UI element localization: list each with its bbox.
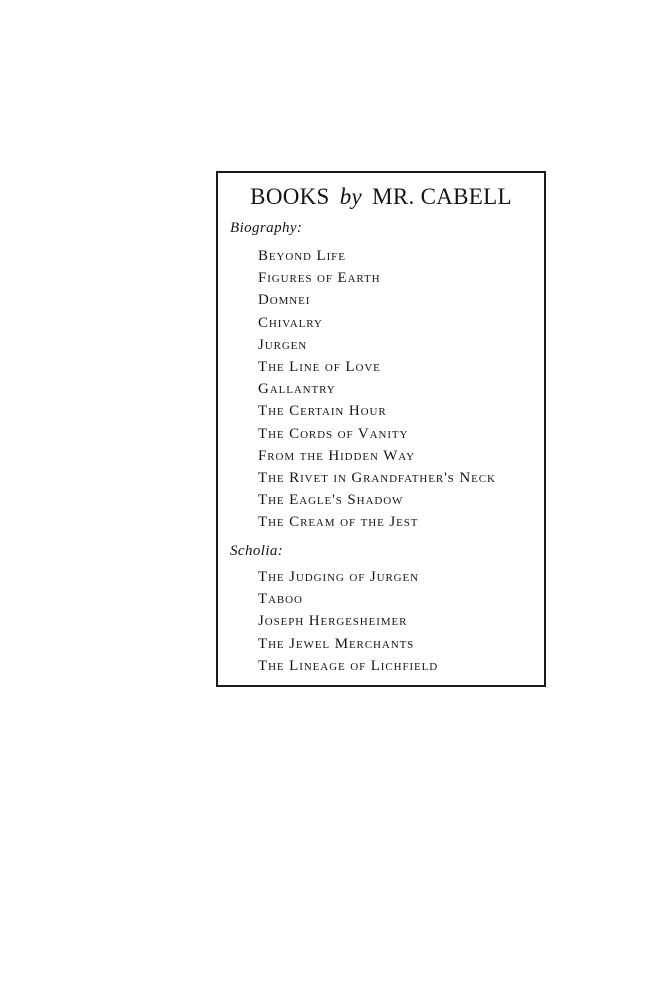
list-item: The Certain Hour xyxy=(258,403,387,420)
list-item: Figures of Earth xyxy=(258,270,381,287)
list-item: The Judging of Jurgen xyxy=(258,569,419,585)
list-item: Chivalry xyxy=(258,314,323,331)
list-item: From the Hidden Way xyxy=(258,447,415,464)
book-list-frame xyxy=(216,171,546,687)
list-item: Jurgen xyxy=(258,336,308,353)
list-item: The Rivet in Grandfather's Neck xyxy=(258,469,496,486)
scholia-heading: Scholia: xyxy=(230,543,284,559)
page-title xyxy=(218,184,544,210)
list-item: The Jewel Merchants xyxy=(258,635,415,652)
list-item: The Cream of the Jest xyxy=(258,514,419,531)
list-item: The Cords of Vanity xyxy=(258,425,409,442)
scholia-list xyxy=(258,566,438,677)
biography-heading: Biography: xyxy=(230,220,303,236)
title-suffix: MR. CABELL xyxy=(372,184,512,209)
list-item: The Lineage of Lichfield xyxy=(258,657,439,674)
list-item: Beyond Life xyxy=(258,248,346,264)
list-item: Taboo xyxy=(258,591,303,608)
list-item: Gallantry xyxy=(258,381,336,398)
list-item: The Eagle's Shadow xyxy=(258,492,404,509)
list-item: Joseph Hergesheimer xyxy=(258,613,408,630)
list-item: The Line of Love xyxy=(258,358,381,375)
title-by: by xyxy=(339,184,363,209)
title-prefix: BOOKS xyxy=(250,184,330,209)
list-item: Domnei xyxy=(258,292,311,309)
biography-list xyxy=(258,245,496,533)
